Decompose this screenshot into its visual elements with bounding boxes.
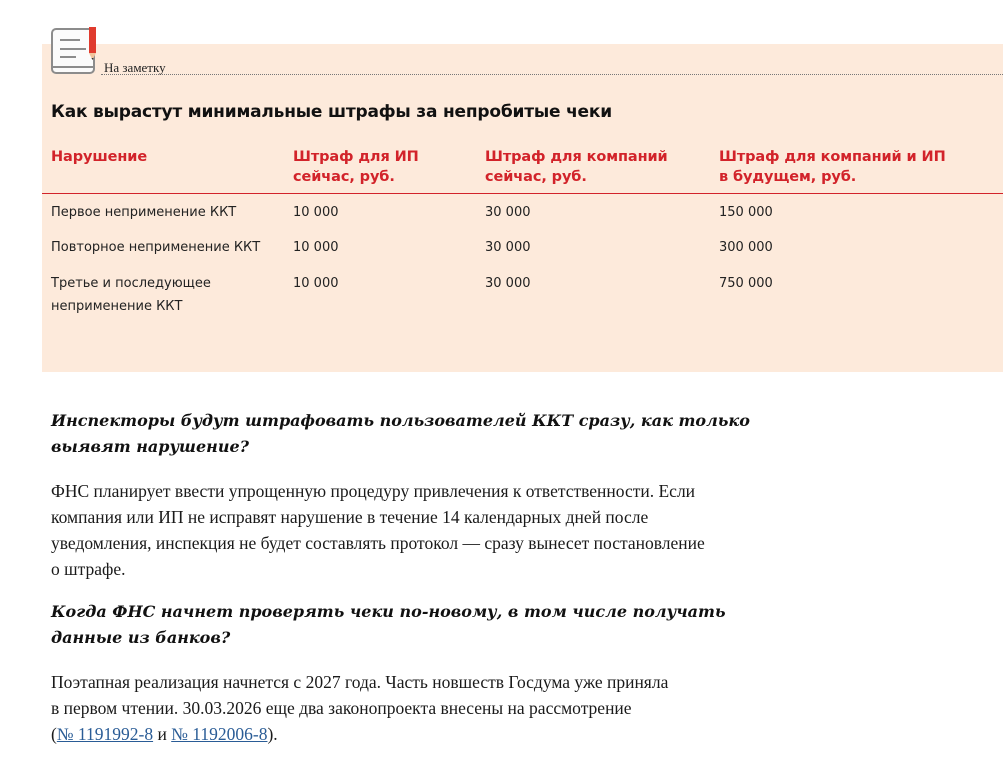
table-cell-ip-now: 10 000 (293, 205, 339, 220)
table-cell-violation: Третье и последующее неприменение ККТ (51, 276, 211, 314)
note-label: На заметку (104, 60, 166, 75)
table-header-divider (42, 193, 1003, 194)
bill-link-1191992-8[interactable]: № 1191992-8 (56, 724, 154, 744)
answer-paragraph-1: ФНС планирует ввести упрощенную процедуру привлечения к ответственности. Если компания или ИП не исправят нарушение в течение 14 календарных дней после уведомления, инспекция не будет составлять протокол — сразу вынесет постановление о штрафе. (51, 481, 705, 579)
table-cell-company-now: 30 000 (485, 240, 531, 255)
bill-link-1192006-8[interactable]: № 1192006-8 (171, 724, 268, 744)
col-header-company-now: Штраф для компаний сейчас, руб. (485, 149, 668, 185)
table-cell-ip-now: 10 000 (293, 276, 339, 291)
table-cell-future: 300 000 (719, 240, 773, 255)
note-title: Как вырастут минимальные штрафы за непробитые чеки (51, 102, 612, 122)
table-cell-ip-now: 10 000 (293, 240, 339, 255)
note-torn-edge (100, 35, 1003, 47)
table-cell-violation: Первое неприменение ККТ (51, 205, 237, 220)
col-header-future: Штраф для компаний и ИП в будущем, руб. (719, 149, 946, 185)
table-cell-company-now: 30 000 (485, 205, 531, 220)
note-dotted-divider (101, 74, 1003, 75)
col-header-ip-now: Штраф для ИП сейчас, руб. (293, 149, 419, 185)
table-cell-future: 750 000 (719, 276, 773, 291)
table-cell-violation: Повторное неприменение ККТ (51, 240, 261, 255)
table-cell-company-now: 30 000 (485, 276, 531, 291)
question-heading-2: Когда ФНС начнет проверять чеки по-новому, в том числе получать данные из банков? (51, 602, 726, 647)
bill-references: (№ 1191992-8 и № 1192006-8). (51, 724, 278, 744)
answer-paragraph-2: Поэтапная реализация начнется с 2027 года. Часть новшеств Госдума уже приняла в первом чтении. 30.03.2026 еще два законопроекта внесены на рассмотрение (№ 1191992-8 и № 1192006-8). (51, 669, 771, 747)
question-heading-1: Инспекторы будут штрафовать пользователей ККТ сразу, как только выявят нарушение? (51, 411, 750, 456)
table-cell-future: 150 000 (719, 205, 773, 220)
col-header-violation: Нарушение (51, 149, 148, 165)
notepad-pencil-icon (50, 27, 102, 77)
